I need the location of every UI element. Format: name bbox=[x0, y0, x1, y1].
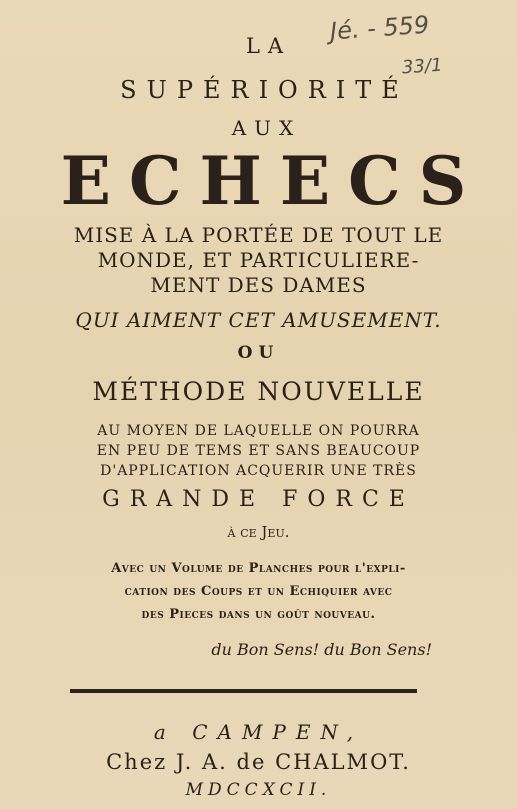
grande-force: GRANDE FORCE bbox=[102, 487, 415, 512]
title-aux: AUX bbox=[231, 116, 302, 140]
title-la: LA bbox=[245, 34, 292, 58]
subtitle-line-3: MENT DES DAMES bbox=[150, 273, 367, 297]
subtitle-qui: QUI AIMENT CET AMUSEMENT. bbox=[75, 308, 442, 332]
ce-jeu: à ce Jeu. bbox=[227, 523, 290, 541]
subtitle-methode: MÉTHODE NOUVELLE bbox=[92, 377, 425, 406]
imprint-year: MDCCXCII. bbox=[185, 780, 332, 800]
subtitle-ou: OU bbox=[237, 343, 280, 363]
handwritten-number: 33/1 bbox=[401, 54, 444, 79]
subtitle-line-1: MISE À LA PORTÉE DE TOUT LE bbox=[73, 223, 444, 247]
moyen-line-2: EN PEU DE TEMS ET SANS BEAUCOUP bbox=[96, 443, 421, 459]
title-superiorite: SUPÉRIORITÉ bbox=[120, 76, 409, 104]
subtitle-line-2: MONDE, ET PARTICULIERE- bbox=[97, 248, 420, 272]
avec-line-2: cation des Coups et un Echiquier avec bbox=[124, 584, 393, 599]
avec-line-3: des Pieces dans un goût nouveau. bbox=[141, 607, 376, 622]
moyen-line-3: D'APPLICATION ACQUERIR UNE TRÈS bbox=[100, 463, 417, 479]
moyen-line-1: AU MOYEN DE LAQUELLE ON POURRA bbox=[97, 423, 420, 439]
title-echecs: ECHECS bbox=[60, 142, 485, 220]
divider-rule bbox=[70, 689, 417, 693]
motto: du Bon Sens! du Bon Sens! bbox=[211, 640, 432, 659]
imprint-city: a CAMPEN, bbox=[153, 720, 364, 744]
handwritten-shelfmark: Jé. - 559 bbox=[329, 10, 431, 46]
avec-line-1: Avec un Volume de Planches pour l'expli- bbox=[111, 561, 406, 576]
imprint-publisher: Chez J. A. de CHALMOT. bbox=[106, 750, 411, 774]
